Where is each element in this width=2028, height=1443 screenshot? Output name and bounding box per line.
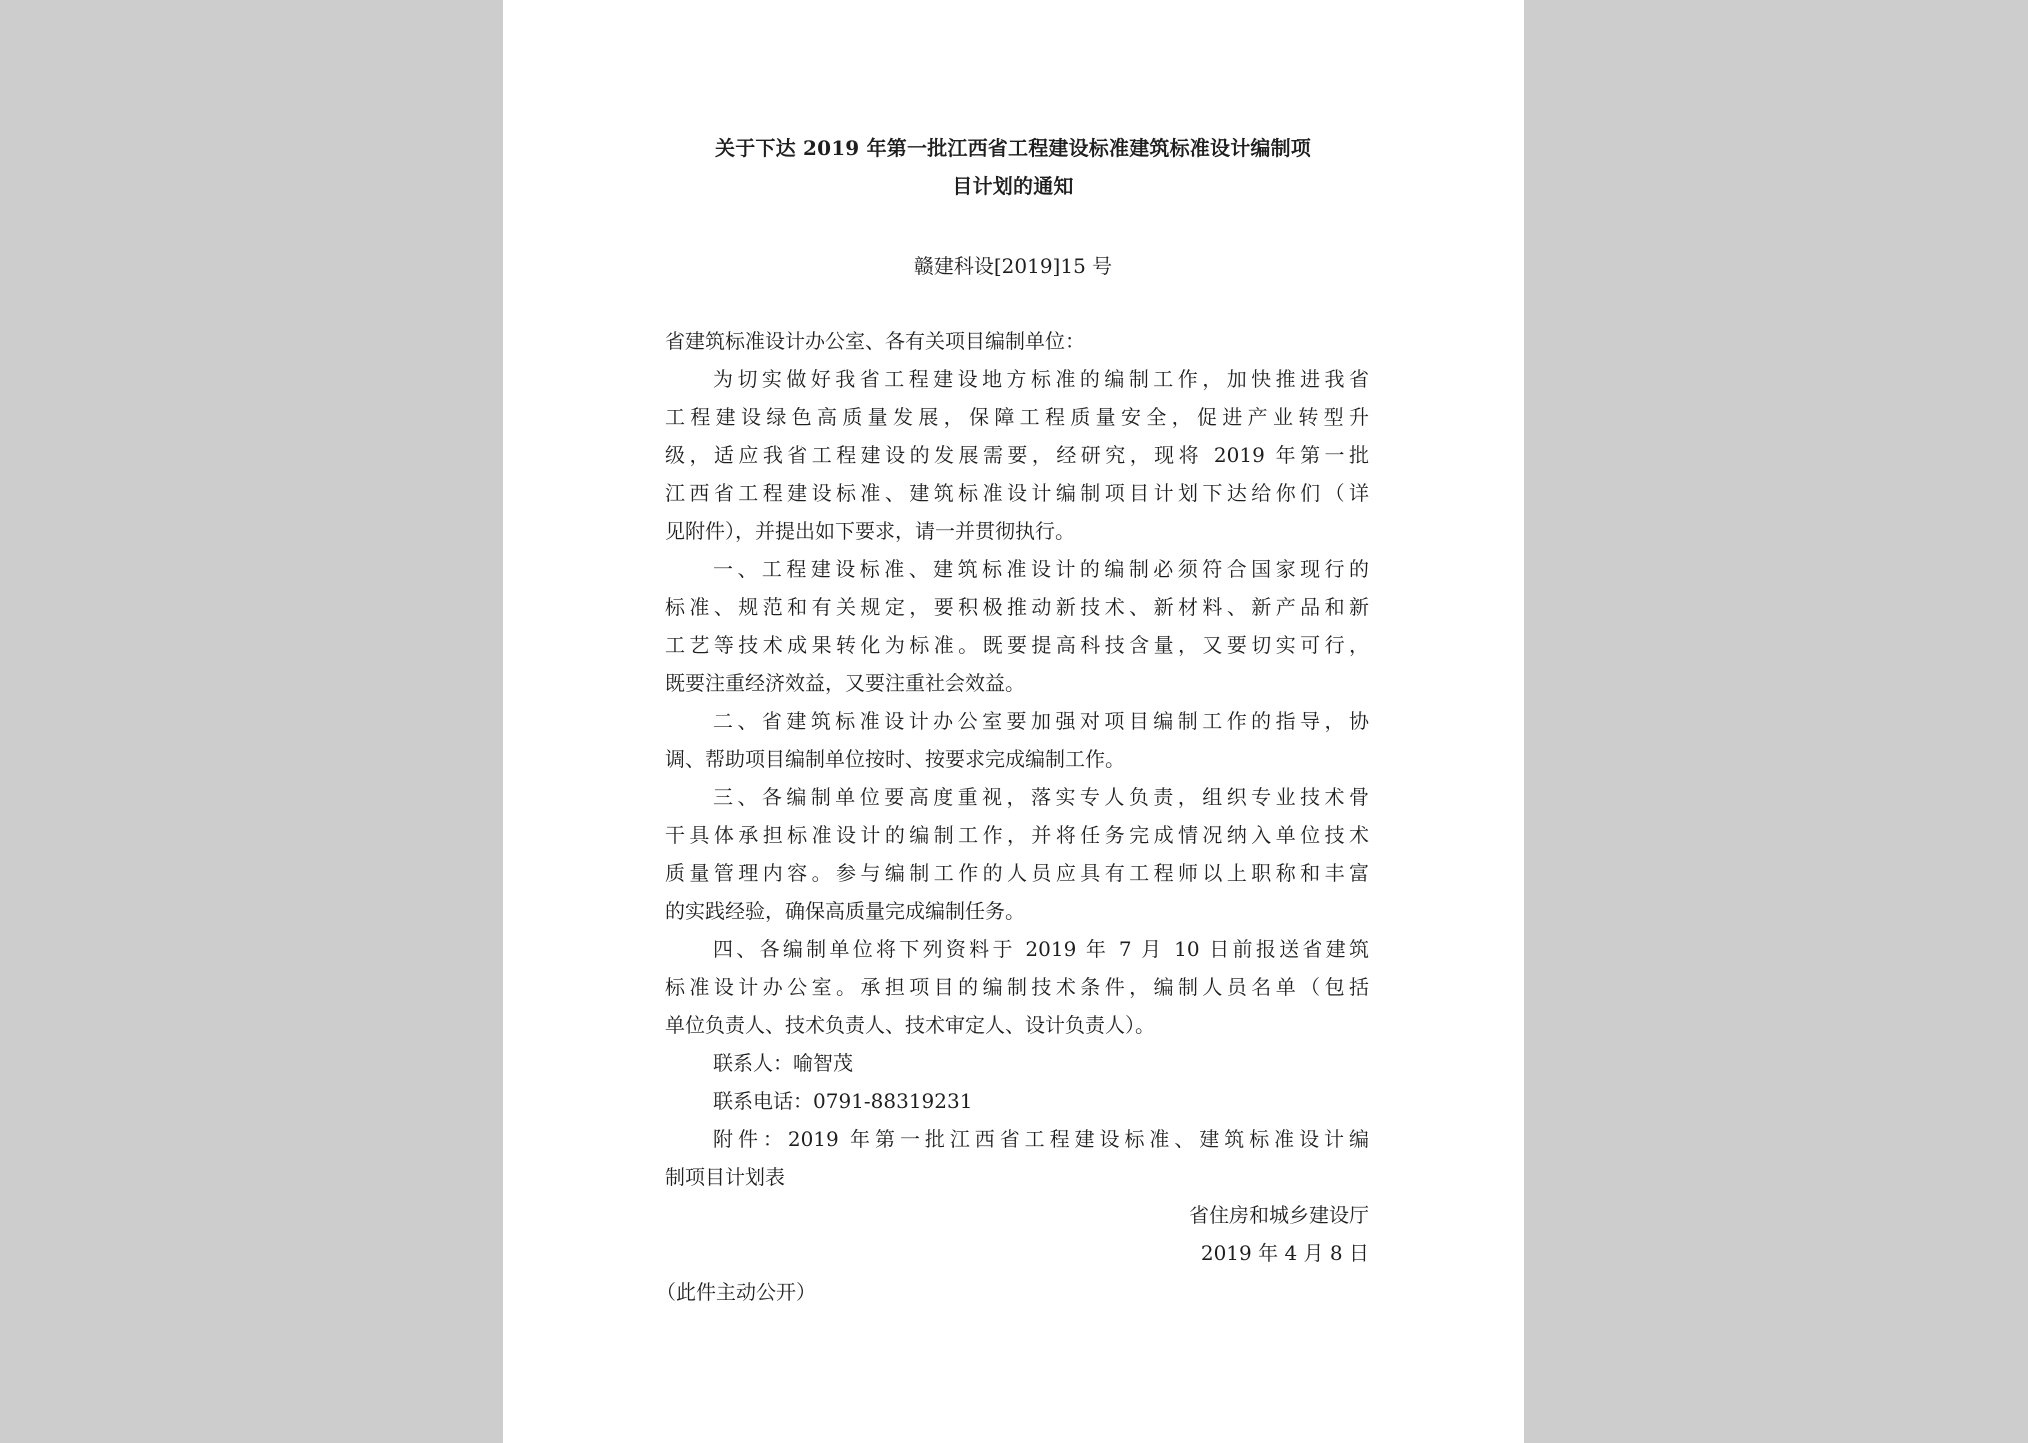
issuer: 省住房和城乡建设厅 bbox=[1189, 1203, 1369, 1227]
document-number: 赣建科设[2019]15 号 bbox=[913, 254, 1113, 278]
document-page bbox=[503, 0, 1524, 1443]
paragraph-3-line-1: 二、省建筑标准设计办公室要加强对项目编制工作的指导，协 bbox=[713, 709, 1369, 733]
paragraph-4-line-3: 质量管理内容。参与编制工作的人员应具有工程师以上职称和丰富 bbox=[665, 861, 1369, 885]
issue-date: 2019 年 4 月 8 日 bbox=[1200, 1241, 1369, 1265]
contact-phone: 联系电话：0791-88319231 bbox=[713, 1089, 973, 1113]
paragraph-1-line-2: 工程建设绿色高质量发展，保障工程质量安全，促进产业转型升 bbox=[665, 405, 1369, 429]
paragraph-3-line-2: 调、帮助项目编制单位按时、按要求完成编制工作。 bbox=[665, 747, 1125, 771]
contact-person: 联系人：喻智茂 bbox=[713, 1051, 853, 1075]
paragraph-1-line-5: 见附件），并提出如下要求，请一并贯彻执行。 bbox=[665, 519, 1075, 543]
paragraph-4-line-4: 的实践经验，确保高质量完成编制任务。 bbox=[665, 899, 1025, 923]
paragraph-4-line-2: 干具体承担标准设计的编制工作，并将任务完成情况纳入单位技术 bbox=[665, 823, 1369, 847]
paragraph-4-line-1: 三、各编制单位要高度重视，落实专人负责，组织专业技术骨 bbox=[713, 785, 1369, 809]
attachment-line-2: 制项目计划表 bbox=[665, 1165, 785, 1189]
paragraph-2-line-2: 标准、规范和有关规定，要积极推动新技术、新材料、新产品和新 bbox=[665, 595, 1369, 619]
paragraph-5-line-1: 四、各编制单位将下列资料于 2019 年 7 月 10 日前报送省建筑 bbox=[713, 937, 1369, 961]
paragraph-1-line-1: 为切实做好我省工程建设地方标准的编制工作，加快推进我省 bbox=[713, 367, 1369, 391]
attachment-line-1: 附件：2019 年第一批江西省工程建设标准、建筑标准设计编 bbox=[713, 1127, 1369, 1151]
document-title-line-2: 目计划的通知 bbox=[952, 174, 1074, 198]
paragraph-1-line-3: 级，适应我省工程建设的发展需要，经研究，现将 2019 年第一批 bbox=[665, 443, 1369, 467]
paragraph-1-line-4: 江西省工程建设标准、建筑标准设计编制项目计划下达给你们（详 bbox=[665, 481, 1369, 505]
salutation: 省建筑标准设计办公室、各有关项目编制单位： bbox=[665, 329, 1085, 353]
paragraph-2-line-4: 既要注重经济效益，又要注重社会效益。 bbox=[665, 671, 1025, 695]
document-title-line-1: 关于下达 2019 年第一批江西省工程建设标准建筑标准设计编制项 bbox=[715, 136, 1311, 160]
paragraph-5-line-3: 单位负责人、技术负责人、技术审定人、设计负责人）。 bbox=[665, 1013, 1155, 1037]
paragraph-2-line-3: 工艺等技术成果转化为标准。既要提高科技含量，又要切实可行， bbox=[665, 633, 1369, 657]
disclosure-note: （此件主动公开） bbox=[656, 1280, 816, 1304]
paragraph-2-line-1: 一、工程建设标准、建筑标准设计的编制必须符合国家现行的 bbox=[713, 557, 1369, 581]
paragraph-5-line-2: 标准设计办公室。承担项目的编制技术条件，编制人员名单（包括 bbox=[665, 975, 1369, 999]
